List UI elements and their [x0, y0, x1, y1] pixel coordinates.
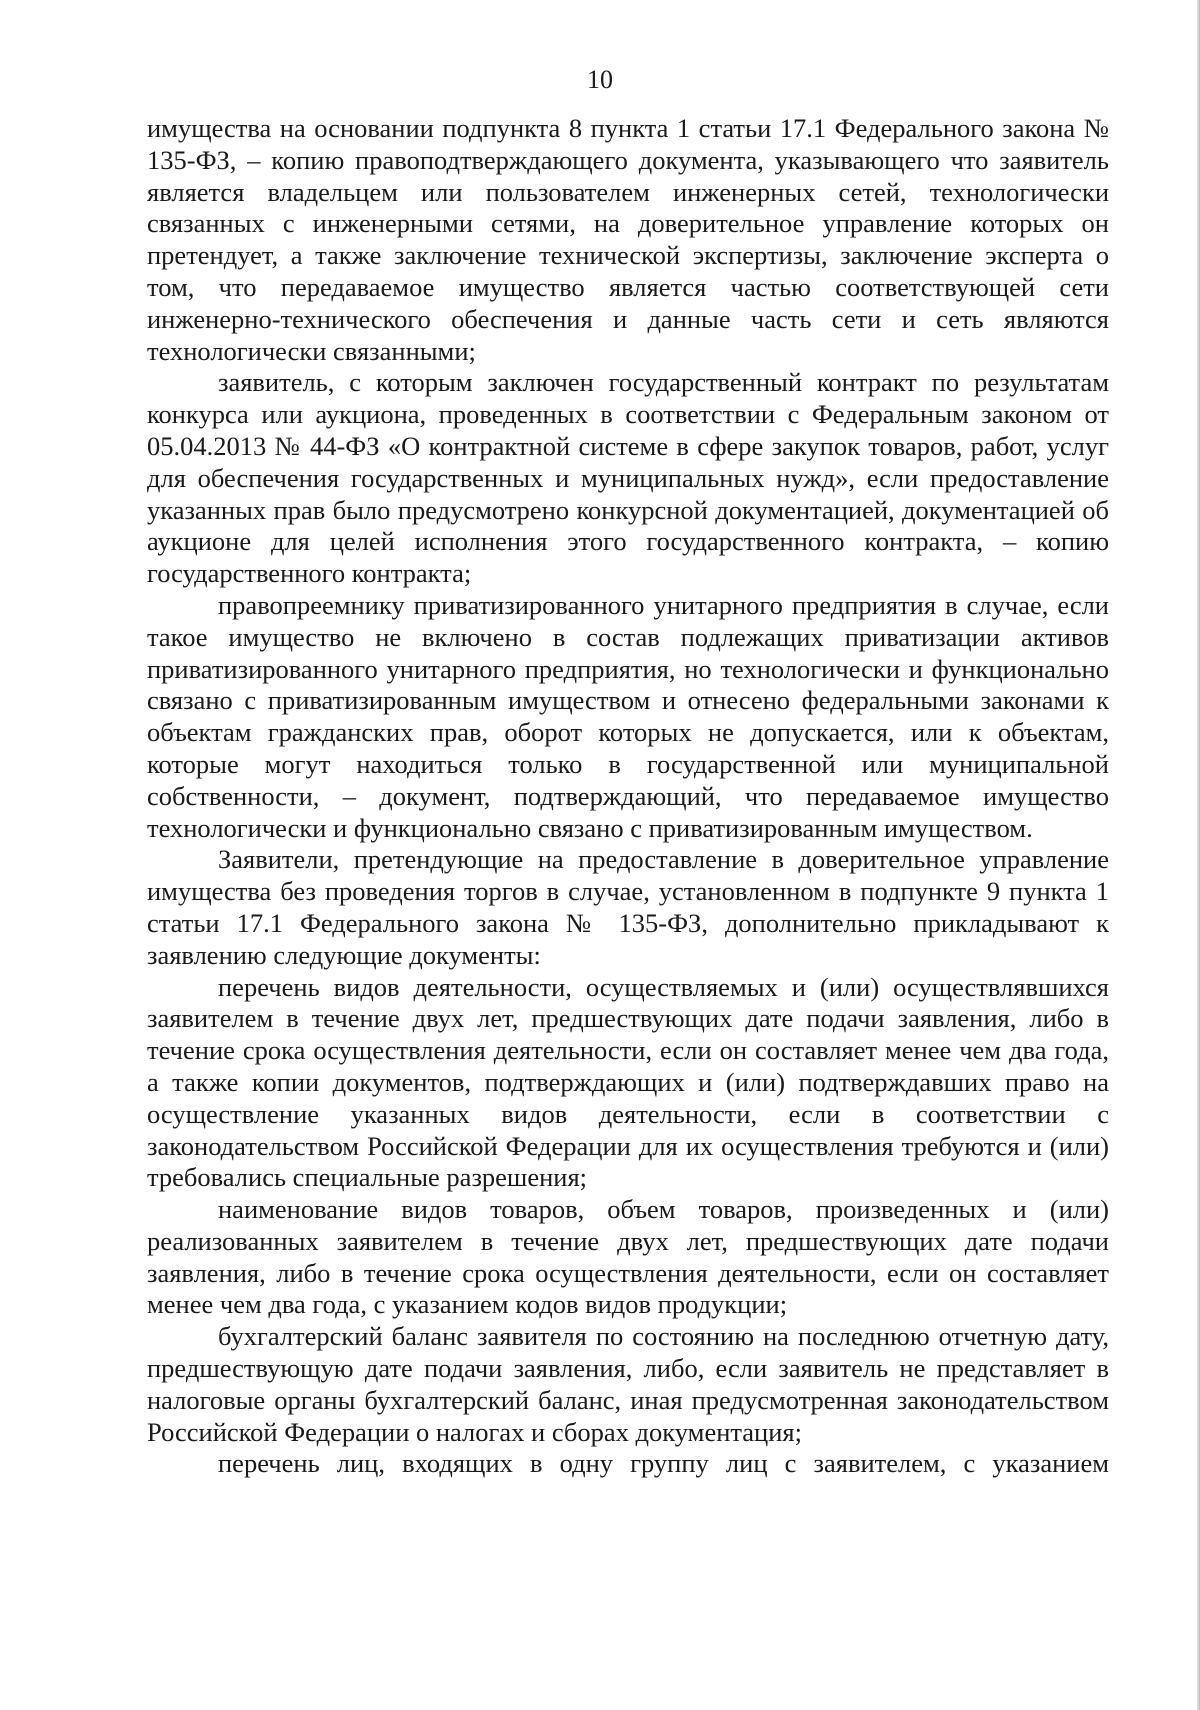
paragraph-activity-list: перечень видов деятельности, осуществляемых и (или) осуществлявшихся заявителем в течение двух лет, предшествующих дате подачи заявления, либо в течение срока осуществления деятельности, если он составляет менее чем два года, а также копии документов, подтверждающих и (или) подтверждавших право на осуществление указанных видов деятельности, если в соответствии с законодательством Российской Федерации для их осуществления требуются и (или) требовались специальные разрешения;: [147, 971, 1109, 1193]
document-body: [147, 113, 1109, 1480]
paragraph-balance-sheet: бухгалтерский баланс заявителя по состоянию на последнюю отчетную дату, предшествующую дате подачи заявления, либо, если заявитель не представляет в налоговые органы бухгалтерский баланс, иная предусмотренная законодательством Российской Федерации о налогах и сборах документация;: [147, 1321, 1109, 1447]
paragraph-continuation: имущества на основании подпункта 8 пункта 1 статьи 17.1 Федерального закона № 135-ФЗ, – копию правоподтверждающего документа, указывающего что заявитель является владельцем или пользователем инженерных сетей, технологически связанных с инженерными сетями, на доверительное управление которых он претендует, а также заключение технической экспертизы, заключение эксперта о том, что передаваемое имущество является частью соответствующей сети инженерно-технического обеспечения и данные часть сети и сеть являются технологически связанными;: [147, 113, 1109, 366]
paragraph-group-persons: перечень лиц, входящих в одну группу лиц с заявителем, с указанием: [218, 1448, 1109, 1479]
paragraph-state-contract: заявитель, с которым заключен государственный контракт по результатам конкурса или аукциона, проведенных в соответствии с Федеральным законом от 05.04.2013 № 44-ФЗ «О контрактной системе в сфере закупок товаров, работ, услуг для обеспечения государственных и муниципальных нужд», если предоставление указанных прав было предусмотрено конкурсной документацией, документацией об аукционе для целей исполнения этого государственного контракта, – копию государственного контракта;: [147, 367, 1109, 589]
paragraph-privatized-enterprise: правопреемнику приватизированного унитарного предприятия в случае, если такое имущество не включено в состав подлежащих приватизации активов приватизированного унитарного предприятия, но технологически и функционально связано с приватизированным имуществом и отнесено федеральными законами к объектам гражданских прав, оборот которых не допускается, или к объектам, которые могут находиться только в государственной или муниципальной собственности, – документ, подтверждающий, что передаваемое имущество технологически и функционально связано с приватизированным имуществом.: [147, 589, 1109, 843]
paragraph-goods-list: наименование видов товаров, объем товаров, произведенных и (или) реализованных заявителем в течение двух лет, предшествующих дате подачи заявления, либо в течение срока осуществления деятельности, если он составляет менее чем два года, с указанием кодов видов продукции;: [147, 1194, 1109, 1320]
page-number: 10: [587, 65, 613, 94]
paragraph-applicants-subpoint-9: Заявители, претендующие на предоставление в доверительное управление имущества без проведения торгов в случае, установленном в подпункте 9 пункта 1 статьи 17.1 Федерального закона № 135-ФЗ, дополнительно прикладывают к заявлению следующие документы:: [147, 844, 1109, 970]
